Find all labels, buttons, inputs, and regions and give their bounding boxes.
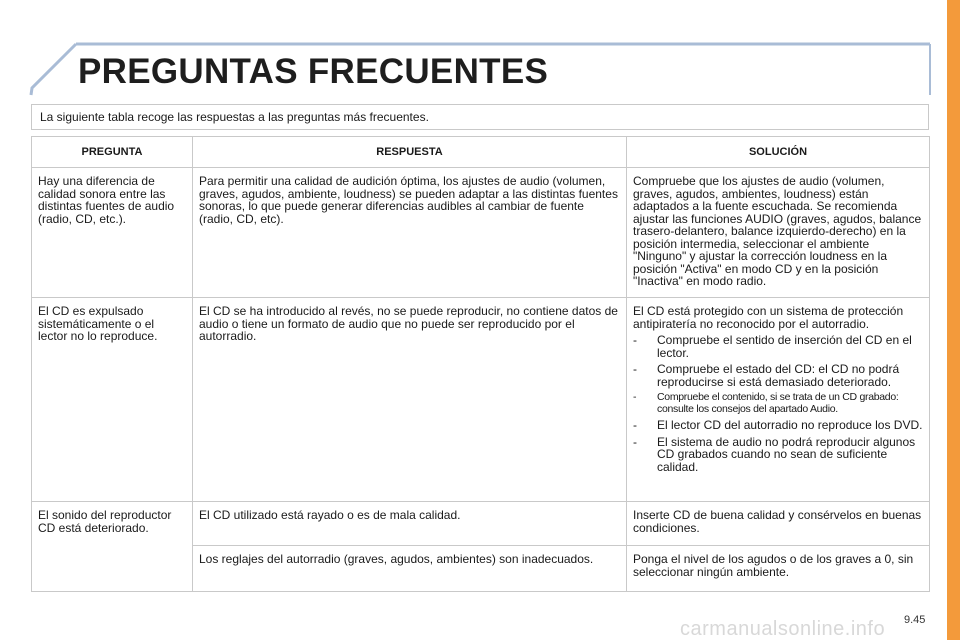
bullet-dash: - <box>633 418 637 432</box>
table-row <box>32 298 930 502</box>
solution-bullet-list <box>633 334 923 473</box>
bullet-dash: - <box>633 362 637 376</box>
solution-cell: Inserte CD de buena calidad y consérvelos en buenas condiciones. <box>627 502 930 546</box>
question-cell: El CD es expulsado sistemáticamente o el lector no lo reproduce. <box>32 298 193 502</box>
question-cell: El sonido del reproductor CD está deteriorado. <box>32 502 193 592</box>
bullet-item <box>633 392 923 415</box>
bullet-item <box>633 334 923 359</box>
table-row <box>32 168 930 298</box>
answer-cell: El CD se ha introducido al revés, no se puede reproducir, no contiene datos de audio o tiene un formato de audio que no puede ser reproducido por el autorradio. <box>193 298 627 502</box>
page-title: PREGUNTAS FRECUENTES <box>78 52 549 91</box>
column-header-respuesta: RESPUESTA <box>193 137 627 168</box>
column-header-pregunta: PREGUNTA <box>32 137 193 168</box>
table-header-row <box>32 137 930 168</box>
solution-intro: El CD está protegido con un sistema de protección antipiratería no reconocido por el autorradio. <box>633 304 904 331</box>
bullet-text: El lector CD del autorradio no reproduce los DVD. <box>657 418 923 432</box>
bullet-item <box>633 363 923 388</box>
bullet-text: El sistema de audio no podrá reproducir algunos CD grabados cuando no sean de suficiente calidad. <box>657 434 916 474</box>
column-header-solucion: SOLUCIÓN <box>627 137 930 168</box>
intro-text: La siguiente tabla recoge las respuestas a las preguntas más frecuentes. <box>31 104 929 130</box>
question-cell: Hay una diferencia de calidad sonora entre las distintas fuentes de audio (radio, CD, etc.). <box>32 168 193 298</box>
solution-cell: Compruebe que los ajustes de audio (volumen, graves, agudos, ambientes, loudness) están adaptados a la fuente escuchada. Se recomienda ajustar las funciones AUDIO (graves, agudos, balance trasero-delantero, balance izquierdo-derecho) en la posición intermedia, seleccionar el ambiente "Ninguno" y ajustar la corrección loudness en la posición "Activa" en modo CD y en la posición "Inactiva" en modo radio. <box>627 168 930 298</box>
table-row <box>32 502 930 546</box>
bullet-text: Compruebe el contenido, si se trata de un CD grabado: consulte los consejos del apartado Audio. <box>657 391 899 415</box>
orange-side-tab <box>947 0 960 640</box>
bullet-item <box>633 436 923 474</box>
answer-cell: El CD utilizado está rayado o es de mala calidad. <box>193 502 627 546</box>
solution-cell <box>627 298 930 502</box>
page-number: 9.45 <box>904 614 926 626</box>
bullet-dash: - <box>633 391 637 403</box>
bullet-dash: - <box>633 333 637 347</box>
solution-cell: Ponga el nivel de los agudos o de los graves a 0, sin seleccionar ningún ambiente. <box>627 546 930 592</box>
answer-cell: Para permitir una calidad de audición óptima, los ajustes de audio (volumen, graves, agudos, ambiente, loudness) se pueden adaptar a las distintas fuentes sonoras, lo que puede generar diferencias audibles al cambiar de fuente (radio, CD, etc). <box>193 168 627 298</box>
bullet-text: Compruebe el estado del CD: el CD no podrá reproducirse si está demasiado deteriorado. <box>657 362 900 389</box>
bullet-item <box>633 419 923 432</box>
bullet-dash: - <box>633 434 637 449</box>
faq-table <box>31 136 930 592</box>
bullet-text: Compruebe el sentido de inserción del CD en el lector. <box>657 333 912 360</box>
watermark: carmanualsonline.info <box>680 618 886 640</box>
answer-cell: Los reglajes del autorradio (graves, agudos, ambientes) son inadecuados. <box>193 546 627 592</box>
